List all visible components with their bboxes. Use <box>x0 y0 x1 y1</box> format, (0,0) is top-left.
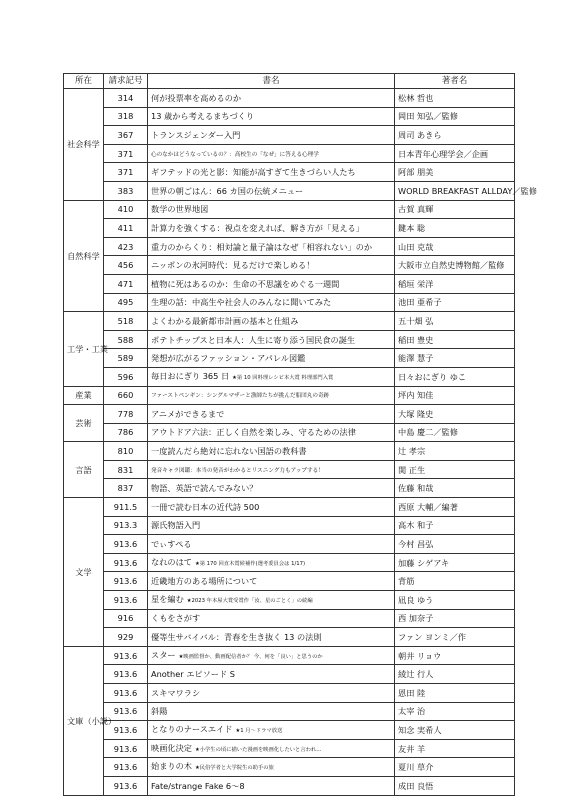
call-number-cell: 913.6 <box>104 665 148 684</box>
book-title: 植物に死はあるのか：生命の不思議をめぐる一週間 <box>151 278 340 289</box>
call-number-cell: 916 <box>104 609 148 628</box>
table-row <box>64 721 515 740</box>
table-row <box>64 237 515 256</box>
title-cell <box>148 405 395 424</box>
table-row <box>64 516 515 535</box>
call-number-cell: 456 <box>104 256 148 275</box>
book-title: 一冊で読む日本の近代詩 500 <box>151 501 260 512</box>
table-row <box>64 89 515 108</box>
author-cell: ファン ヨンミ／作 <box>395 628 515 647</box>
author-cell: 古賀 真輝 <box>395 200 515 219</box>
title-cell <box>148 126 395 145</box>
category-cell: 工学・工業 <box>64 312 104 386</box>
call-number-cell: 913.6 <box>104 535 148 554</box>
call-number-cell: 913.6 <box>104 776 148 795</box>
call-number-cell: 314 <box>104 89 148 108</box>
author-cell: 夏川 草介 <box>395 758 515 777</box>
book-note: ★第 170 回直木賞候補作(選考委員会は 1/17) <box>194 560 306 567</box>
book-title: 数学の世界地図 <box>151 204 209 215</box>
author-cell: 稲田 豊史 <box>395 330 515 349</box>
category-cell: 産業 <box>64 386 104 405</box>
table-row <box>64 107 515 126</box>
call-number-cell: 495 <box>104 293 148 312</box>
book-title: 始まりの木 <box>151 761 192 772</box>
author-cell: 松林 哲也 <box>395 89 515 108</box>
call-number-cell: 518 <box>104 312 148 331</box>
call-number-cell: 471 <box>104 274 148 293</box>
title-cell <box>148 386 395 405</box>
table-row <box>64 144 515 163</box>
author-cell: 大塚 隆史 <box>395 405 515 424</box>
title-cell <box>148 107 395 126</box>
book-title: 心のなかはどうなっているの？：高校生の「なぜ」に答える心理学 <box>151 151 319 158</box>
book-title: Fate/strange Fake 6～8 <box>151 780 245 791</box>
author-cell: 恩田 陸 <box>395 684 515 703</box>
author-cell: 凪良 ゆう <box>395 591 515 610</box>
book-title: ニッポンの氷河時代：見るだけで楽しめる！ <box>151 260 315 271</box>
category-cell: 文庫（小説） <box>64 646 104 795</box>
title-cell <box>148 684 395 703</box>
book-title: でぃすぺる <box>151 539 192 550</box>
table-row <box>64 609 515 628</box>
book-title: となりのナースエイド <box>151 723 233 734</box>
table-row <box>64 219 515 238</box>
title-cell <box>148 591 395 610</box>
title-cell <box>148 498 395 517</box>
title-cell <box>148 274 395 293</box>
header-title: 書名 <box>148 74 395 89</box>
table-row <box>64 535 515 554</box>
category-cell: 言語 <box>64 442 104 498</box>
call-number-cell: 913.6 <box>104 721 148 740</box>
book-title: 映画化決定 <box>151 742 192 753</box>
book-title: 一度読んだら絶対に忘れない国語の教科書 <box>151 446 307 457</box>
call-number-cell: 831 <box>104 460 148 479</box>
category-cell: 文学 <box>64 498 104 647</box>
table-row <box>64 312 515 331</box>
table-row <box>64 646 515 665</box>
title-cell <box>148 479 395 498</box>
call-number-cell: 913.6 <box>104 591 148 610</box>
book-title: 何が投票率を高めるのか <box>151 92 242 103</box>
author-cell: 知念 実希人 <box>395 721 515 740</box>
author-cell: 加藤 シゲアキ <box>395 553 515 572</box>
table-row <box>64 163 515 182</box>
author-cell: 能澤 慧子 <box>395 349 515 368</box>
call-number-cell: 367 <box>104 126 148 145</box>
author-cell: 西原 大輔／編著 <box>395 498 515 517</box>
category-cell: 社会科学 <box>64 89 104 201</box>
author-cell: 背筋 <box>395 572 515 591</box>
title-cell <box>148 312 395 331</box>
author-cell: 池田 亜希子 <box>395 293 515 312</box>
call-number-cell: 596 <box>104 367 148 386</box>
header-author: 著者名 <box>395 74 515 89</box>
author-cell: 太宰 治 <box>395 702 515 721</box>
table-row <box>64 367 515 386</box>
call-number-cell: 810 <box>104 442 148 461</box>
call-number-cell: 913.6 <box>104 702 148 721</box>
book-title: 重力のからくり：相対論と量子論はなぜ「相容れない」のか <box>151 241 373 252</box>
call-number-cell: 913.6 <box>104 684 148 703</box>
author-cell: 関 正生 <box>395 460 515 479</box>
book-note: ★2023 年本屋大賞受賞作「汝、星のごとく」の続編 <box>186 597 313 604</box>
call-number-cell: 383 <box>104 181 148 200</box>
book-note: ★小学生の頃に描いた漫画を映画化したいと言われ… <box>194 746 322 753</box>
title-cell <box>148 442 395 461</box>
book-title: 計算力を強くする：視点を変えれば、解き方が「見える」 <box>151 222 364 233</box>
table-row <box>64 256 515 275</box>
title-cell <box>148 553 395 572</box>
author-cell: WORLD BREAKFAST ALLDAY／監修 <box>395 181 515 200</box>
table-row <box>64 776 515 795</box>
title-cell <box>148 646 395 665</box>
title-cell <box>148 144 395 163</box>
call-number-cell: 913.6 <box>104 739 148 758</box>
title-cell <box>148 758 395 777</box>
author-cell: 今村 昌弘 <box>395 535 515 554</box>
author-cell: 周司 あきら <box>395 126 515 145</box>
call-number-cell: 911.5 <box>104 498 148 517</box>
book-note: ★1 月～ドラマ放送 <box>235 727 283 734</box>
author-cell: 山田 克哉 <box>395 237 515 256</box>
title-cell <box>148 237 395 256</box>
title-cell <box>148 516 395 535</box>
title-cell <box>148 739 395 758</box>
table-row <box>64 330 515 349</box>
book-title: アニメができるまで <box>151 408 225 419</box>
category-cell: 自然科学 <box>64 200 104 312</box>
book-title: 生理の話：中高生や社会人のみんなに聞いてみた <box>151 297 332 308</box>
title-cell <box>148 219 395 238</box>
author-cell: 日々おにぎり ゆこ <box>395 367 515 386</box>
author-cell: 坪内 知佳 <box>395 386 515 405</box>
call-number-cell: 786 <box>104 423 148 442</box>
book-title: アウトドア六法：正しく自然を楽しみ、守るための法律 <box>151 427 356 438</box>
title-cell <box>148 349 395 368</box>
book-note: ★第 10 回料理レシピ本大賞 料理部門入賞 <box>232 374 334 381</box>
author-cell: 稲垣 栄洋 <box>395 274 515 293</box>
title-cell <box>148 609 395 628</box>
book-title: 近畿地方のある場所について <box>151 576 258 587</box>
title-cell <box>148 293 395 312</box>
title-cell <box>148 460 395 479</box>
table-row <box>64 405 515 424</box>
book-note: ★映画監督か、動画配信者か？ 今、何を「良い」と思うのか <box>178 653 323 660</box>
call-number-cell: 371 <box>104 163 148 182</box>
call-number-cell: 588 <box>104 330 148 349</box>
author-cell: 岡田 知弘／監修 <box>395 107 515 126</box>
call-number-cell: 411 <box>104 219 148 238</box>
table-row <box>64 739 515 758</box>
call-number-cell: 423 <box>104 237 148 256</box>
title-cell <box>148 367 395 386</box>
title-cell <box>148 423 395 442</box>
call-number-cell: 913.6 <box>104 553 148 572</box>
book-title: くもをさがす <box>151 613 201 624</box>
author-cell: 五十畑 弘 <box>395 312 515 331</box>
title-cell <box>148 628 395 647</box>
title-cell <box>148 181 395 200</box>
table-row <box>64 572 515 591</box>
table-row <box>64 200 515 219</box>
book-title: スター <box>151 649 176 660</box>
table-row <box>64 702 515 721</box>
title-cell <box>148 572 395 591</box>
header-category: 所在 <box>64 74 104 89</box>
call-number-cell: 371 <box>104 144 148 163</box>
book-list-table <box>63 73 537 796</box>
header-row <box>64 74 515 89</box>
author-cell: 大阪市立自然史博物館／監修 <box>395 256 515 275</box>
book-title: ギフテッドの光と影：知能が高すぎて生きづらい人たち <box>151 167 356 178</box>
title-cell <box>148 200 395 219</box>
author-cell: 鍵本 聡 <box>395 219 515 238</box>
book-title: 源氏物語入門 <box>151 520 201 531</box>
table-row <box>64 665 515 684</box>
table-row <box>64 126 515 145</box>
book-title: 斜陽 <box>151 706 168 717</box>
call-number-cell: 929 <box>104 628 148 647</box>
book-rows <box>64 89 537 796</box>
table-row <box>64 479 515 498</box>
book-title: 13 歳から考えるまちづくり <box>151 111 255 122</box>
table-row <box>64 628 515 647</box>
author-cell: 朝井 リョウ <box>395 646 515 665</box>
table-row <box>64 181 515 200</box>
table-row <box>64 460 515 479</box>
author-cell: 辻 孝宗 <box>395 442 515 461</box>
table-row <box>64 349 515 368</box>
author-cell: 阿部 朋美 <box>395 163 515 182</box>
title-cell <box>148 330 395 349</box>
book-title: 毎日おにぎり 365 日 <box>151 370 230 381</box>
title-cell <box>148 89 395 108</box>
title-cell <box>148 776 395 795</box>
category-cell: 芸術 <box>64 405 104 442</box>
table-row <box>64 274 515 293</box>
book-title: 星を編む <box>151 593 184 604</box>
call-number-cell: 778 <box>104 405 148 424</box>
call-number-cell: 589 <box>104 349 148 368</box>
book-note: ★民俗学者と大学院生の助手の旅 <box>194 765 274 772</box>
table-row <box>64 591 515 610</box>
book-title: なれのはて <box>151 556 192 567</box>
title-cell <box>148 256 395 275</box>
author-cell: 佐藤 和哉 <box>395 479 515 498</box>
table-row <box>64 423 515 442</box>
table-row <box>64 553 515 572</box>
call-number-cell: 318 <box>104 107 148 126</box>
table-row <box>64 498 515 517</box>
table-row <box>64 684 515 703</box>
call-number-cell: 410 <box>104 200 148 219</box>
call-number-cell: 837 <box>104 479 148 498</box>
book-title: Another エピソード S <box>151 669 235 680</box>
author-cell: 友井 羊 <box>395 739 515 758</box>
title-cell <box>148 702 395 721</box>
title-cell <box>148 163 395 182</box>
author-cell: 綾辻 行人 <box>395 665 515 684</box>
author-cell: 中島 慶二／監修 <box>395 423 515 442</box>
author-cell: 日本青年心理学会／企画 <box>395 144 515 163</box>
author-cell: 高木 和子 <box>395 516 515 535</box>
book-title: スキマワラシ <box>151 687 201 698</box>
title-cell <box>148 665 395 684</box>
table-row <box>64 386 515 405</box>
table-row <box>64 758 515 777</box>
book-title: ポテトチップスと日本人：人生に寄り添う国民食の誕生 <box>151 334 356 345</box>
call-number-cell: 913.6 <box>104 646 148 665</box>
header-call-number: 請求記号 <box>104 74 148 89</box>
book-title: 優等生サバイバル：青春を生き抜く 13 の法則 <box>151 632 322 643</box>
title-cell <box>148 721 395 740</box>
author-cell: 成田 良悟 <box>395 776 515 795</box>
book-title: ファーストペンギン：シングルマザーと漁師たちが挑んだ船団丸の奇跡 <box>151 393 330 400</box>
table-row <box>64 442 515 461</box>
call-number-cell: 913.6 <box>104 572 148 591</box>
call-number-cell: 913.3 <box>104 516 148 535</box>
book-title: トランスジェンダー入門 <box>151 129 241 140</box>
book-title: 物語、英語で読んでみない？ <box>151 483 258 494</box>
book-title: よくわかる最新都市計画の基本と仕組み <box>151 315 299 326</box>
book-title: 世界の朝ごはん：66 カ国の伝統メニュー <box>151 185 304 196</box>
table-row <box>64 293 515 312</box>
title-cell <box>148 535 395 554</box>
book-title: 発想が広がるファッション・アパレル図鑑 <box>151 353 306 364</box>
call-number-cell: 660 <box>104 386 148 405</box>
call-number-cell: 913.6 <box>104 758 148 777</box>
book-title: 発音キャラ図鑑：本当の発音がわかるとリスニング力もアップする！ <box>151 467 324 474</box>
author-cell: 西 加奈子 <box>395 609 515 628</box>
